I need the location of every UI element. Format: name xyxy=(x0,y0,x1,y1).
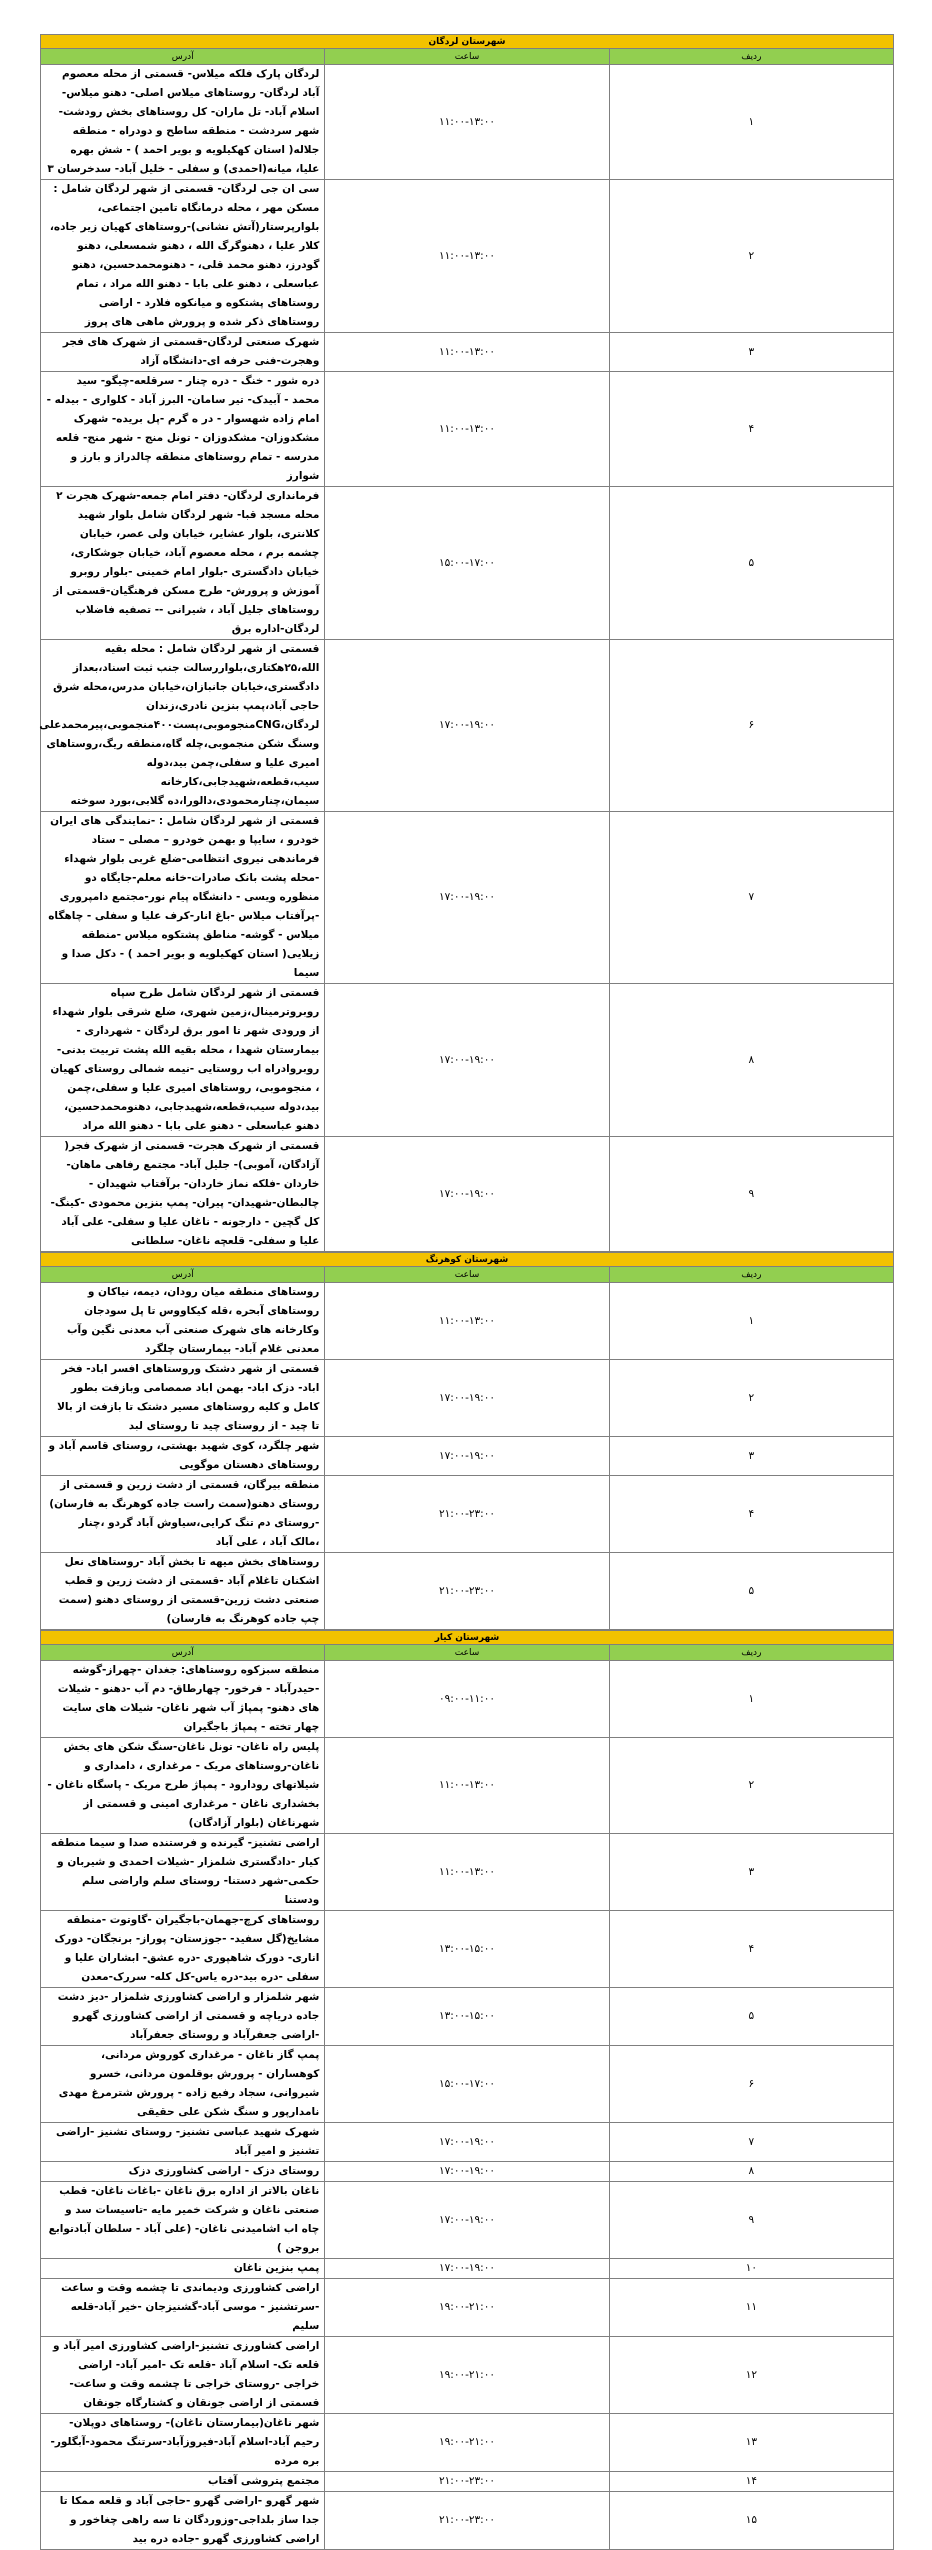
time-header: ساعت xyxy=(325,1645,609,1661)
outage-address: قسمتی از شهر لردگان شامل : -نمایندگی های ایران خودرو ، سایپا و بهمن خودرو – مصلی – ستاد فرماندهی نیروی انتظامی-ضلع غربی بلوار شهداء -محله پشت بانک صادرات-خانه معلم-جایگاه دو منظوره ویسی - دانشگاه پیام نور-مجتمع دامپروری -پرآفتاب میلاس -باغ انار-کرف علیا و سفلی - چاهگاه میلاس - گوشه- مناطق پشتکوه میلاس -منطقه زیلایی( استان کهکیلویه و بویر احمد ) - دکل صدا و سیما xyxy=(41,812,325,984)
row-number: ۱ xyxy=(609,65,893,180)
outage-address: لردگان پارک فلکه میلاس- قسمتی از محله معصوم آباد لردگان- روستاهای میلاس اصلی- دهنو میلاس- اسلام آباد- تل ماران- کل روستاهای بخش رودشت- شهر سردشت - منطقه ساطح و دودراه - منطقه جلاله( استان کهکیلویه و بویر احمد ) - شش بهره علیا، میانه(احمدی) و سفلی - خلیل آباد- سدخرسان ۳ xyxy=(41,65,325,180)
outage-time: ۱۳:۰۰-۱۵:۰۰ xyxy=(325,1988,609,2046)
schedule-row xyxy=(41,1738,894,1834)
outage-address: پمپ بنزین ناغان xyxy=(41,2259,325,2279)
column-header-row xyxy=(41,49,894,65)
outage-time: ۱۷:۰۰-۱۹:۰۰ xyxy=(325,1437,609,1476)
outage-time: ۱۷:۰۰-۱۹:۰۰ xyxy=(325,812,609,984)
outage-time: ۱۵:۰۰-۱۷:۰۰ xyxy=(325,2046,609,2123)
outage-address: روستاهای کرچ-جهمان-باجگیران -گاوتوت -منطقه مشایخ(گل سفید- -جوزستان- پوراز- برنجگان- دورک اناری- دورک شاهپوری -دره عشق- ابشاران علیا و سفلی -دره بید-دره یاس-کل کله- سررک-معدن xyxy=(41,1911,325,1988)
outage-time: ۱۷:۰۰-۱۹:۰۰ xyxy=(325,2162,609,2182)
row-number: ۲ xyxy=(609,1738,893,1834)
outage-address: قسمتی از شهر دشتک وروستاهای افسر اباد- فخر اباد- دزک اباد- بهمن اباد صمصامی وبازفت بطور کامل و کلیه روستاهای مسیر دشتک تا بازفت از بالا تا چید - از روستای چید تا روستای لبد xyxy=(41,1360,325,1437)
outage-address: شهرک شهید عباسی تشنیز- روستای تشنیز -اراضی تشنیز و امیر آباد xyxy=(41,2123,325,2162)
time-header: ساعت xyxy=(325,49,609,65)
outage-time: ۲۱:۰۰-۲۳:۰۰ xyxy=(325,2492,609,2550)
schedule-row xyxy=(41,1360,894,1437)
outage-address: شهر شلمزار و اراضی کشاورزی شلمزار -دیز دشت جاده دریاچه و قسمتی از اراضی کشاورزی گهرو -اراضی جعفرآباد و روستای جعفرآباد xyxy=(41,1988,325,2046)
schedule-row xyxy=(41,372,894,487)
schedule-row xyxy=(41,2259,894,2279)
row-number: ۶ xyxy=(609,640,893,812)
outage-time: ۲۱:۰۰-۲۳:۰۰ xyxy=(325,1553,609,1630)
outage-time: ۲۱:۰۰-۲۳:۰۰ xyxy=(325,2472,609,2492)
section-title-row xyxy=(41,1253,894,1267)
outage-address: قسمتی از شهرک هجرت- قسمتی از شهرک فجر( آزادگان، آموبی)- جلیل آباد- مجتمع رفاهی ماهان- خاردان -فلکه نماز خاردان- برآفتاب شهیدان - چالبطان-شهیدان- پیران- پمپ بنزین محمودی -کینگ- کل گچین - دارجونه - ناغان علیا و سفلی- علی آباد علیا و سفلی- قلعچه ناغان- سلطانی xyxy=(41,1137,325,1252)
schedule-row xyxy=(41,1283,894,1360)
outage-time: ۱۷:۰۰-۱۹:۰۰ xyxy=(325,984,609,1137)
section-title: شهرستان لردگان xyxy=(41,35,894,49)
schedule-row xyxy=(41,1437,894,1476)
outage-time: ۱۱:۰۰-۱۳:۰۰ xyxy=(325,333,609,372)
outage-address: سی ان جی لردگان- قسمتی از شهر لردگان شامل : مسکن مهر ، محله درمانگاه تامین اجتماعی، بلوارپرستار(آتش نشانی)-روستاهای کهیان زیر جاده، کلار علیا ، دهنوگرگ الله ، دهنو شمسعلی، دهنو گودرز، دهنو محمد قلی، - دهنومحمدحسین، دهنو عباسعلی ، دهنو علی بابا - دهنو الله مراد ، تمام روستاهای پشتکوه و میانکوه فلارد - اراضی روستاهای ذکر شده و پرورش ماهی های پروز xyxy=(41,180,325,333)
row-number: ۷ xyxy=(609,2123,893,2162)
row-number: ۵ xyxy=(609,1988,893,2046)
schedule-row xyxy=(41,487,894,640)
row-number: ۴ xyxy=(609,1911,893,1988)
address-header: آدرس xyxy=(41,1645,325,1661)
schedule-row xyxy=(41,2492,894,2550)
row-number: ۱ xyxy=(609,1661,893,1738)
outage-address: اراضی تشنیز- گیرنده و فرستنده صدا و سیما منطقه کیار -دادگستری شلمزار -شیلات احمدی و شیربان و حکمی-شهر دستنا- روستای سلم واراضی سلم ودستنا xyxy=(41,1834,325,1911)
outage-address: شهر ناغان(بیمارستان ناغان)- روستاهای دوپلان-رحیم آباد-اسلام آباد-فیروزآباد-سرتنگ محمود-آبگلور- بره مرده xyxy=(41,2414,325,2472)
schedule-row xyxy=(41,1834,894,1911)
column-header-row xyxy=(41,1645,894,1661)
outage-time: ۱۷:۰۰-۱۹:۰۰ xyxy=(325,2123,609,2162)
row-number: ۳ xyxy=(609,1834,893,1911)
schedule-row xyxy=(41,640,894,812)
address-header: آدرس xyxy=(41,49,325,65)
row-number: ۱۰ xyxy=(609,2259,893,2279)
row-number: ۱۲ xyxy=(609,2337,893,2414)
outage-time: ۱۳:۰۰-۱۵:۰۰ xyxy=(325,1911,609,1988)
schedule-row xyxy=(41,2162,894,2182)
schedule-row xyxy=(41,1553,894,1630)
outage-time: ۱۹:۰۰-۲۱:۰۰ xyxy=(325,2414,609,2472)
section-title-row xyxy=(41,35,894,49)
schedule-row xyxy=(41,2123,894,2162)
outage-address: مجتمع پتروشی آفتاب xyxy=(41,2472,325,2492)
outage-address: دره شور - خنگ - دره چنار - سرقلعه-چیگو- سید محمد - آبیدک- تیر سامان- البرز آباد - کلواری - بیدله - امام زاده شهسوار - در ه گرم -پل بریده- شهرک مشکدوزان- مشکدوزان - تونل منج - شهر منج- قلعه مدرسه - تمام روستاهای منطقه چالدراز و بارز و شوارز xyxy=(41,372,325,487)
outage-address: منطقه سبزکوه روستاهای: جغدان -چهراز-گوشه -حیدرآباد - فرخور- چهارطاق- دم آب -دهنو - شیلات های دهنو- پمپاژ آب شهر ناغان- شیلات های سایت چهار تخته - پمپاژ باجگیران xyxy=(41,1661,325,1738)
row-number: ۴ xyxy=(609,372,893,487)
row-number: ۲ xyxy=(609,1360,893,1437)
outage-address: شهر چلگرد، کوی شهید بهشتی، روستای قاسم آباد و روستاهای دهستان موگویی xyxy=(41,1437,325,1476)
schedule-row xyxy=(41,2046,894,2123)
outage-address: ناغان بالاتر از اداره برق ناغان -باغات ناغان- قطب صنعتی ناغان و شرکت خمیر مایه -تاسیسات سد و چاه اب اشامیدنی ناغان- (علی آباد - سلطان آبادتوابع بروجن ) xyxy=(41,2182,325,2259)
row-number: ۸ xyxy=(609,984,893,1137)
row-number: ۳ xyxy=(609,1437,893,1476)
row-number: ۱ xyxy=(609,1283,893,1360)
section-table xyxy=(40,34,894,1252)
outage-address: شهرک صنعتی لردگان-قسمتی از شهرک های فجر وهجرت-فنی حرفه ای-دانشگاه آزاد xyxy=(41,333,325,372)
schedule-row xyxy=(41,2337,894,2414)
schedule-row xyxy=(41,2472,894,2492)
outage-address: منطقه بیرگان، قسمتی از دشت زرین و قسمتی از روستای دهنو(سمت راست جاده کوهرنگ به فارسان) -روستای دم تنگ کرایی،سیاوش آباد گردو ،چنار ،مالک آباد ، علی آباد xyxy=(41,1476,325,1553)
row-number-header: ردیف xyxy=(609,49,893,65)
outage-address: اراضی کشاورزی ودیماندی تا چشمه وقت و ساعت -سرتشنیز - موسی آباد-گشنیزجان -خیر آباد-قلعه سلیم xyxy=(41,2279,325,2337)
schedule-row xyxy=(41,65,894,180)
row-number: ۱۴ xyxy=(609,2472,893,2492)
schedule-row xyxy=(41,812,894,984)
address-header: آدرس xyxy=(41,1267,325,1283)
row-number-header: ردیف xyxy=(609,1645,893,1661)
row-number: ۱۱ xyxy=(609,2279,893,2337)
outage-address: شهر گهرو -اراضی گهرو -حاجی آباد و قلعه ممکا تا جدا ساز بلداجی-وزوردگان تا سه راهی چغاخور و اراضی کشاورزی گهرو -جاده دره بید xyxy=(41,2492,325,2550)
row-number: ۶ xyxy=(609,2046,893,2123)
outage-time: ۱۹:۰۰-۲۱:۰۰ xyxy=(325,2337,609,2414)
outage-time: ۱۱:۰۰-۱۳:۰۰ xyxy=(325,372,609,487)
outage-address: اراضی کشاورزی تشنیز-اراضی کشاورزی امیر آباد و قلعه تک- اسلام آباد -قلعه تک -امیر آباد- اراضی خراجی -روستای خراجی تا چشمه وقت و ساعت- قسمتی از اراضی جونقان و کشتارگاه جونقان xyxy=(41,2337,325,2414)
section-table xyxy=(40,1630,894,2550)
schedule-row xyxy=(41,1988,894,2046)
row-number: ۸ xyxy=(609,2162,893,2182)
schedule-row xyxy=(41,333,894,372)
outage-time: ۱۱:۰۰-۱۳:۰۰ xyxy=(325,1738,609,1834)
outage-address: روستاهای منطقه میان رودان، دیمه، نیاکان و روستاهای آبحره ،قله کیکاووس تا پل سودجان وکارخانه های شهرک صنعتی آب معدنی نگین وآب معدنی غلام آباد- بیمارستان چلگرد xyxy=(41,1283,325,1360)
schedule-row xyxy=(41,2279,894,2337)
time-header: ساعت xyxy=(325,1267,609,1283)
schedule-row xyxy=(41,180,894,333)
outage-address: قسمتی از شهر لردگان شامل طرح سپاه روبروترمینال،زمین شهری، ضلع شرقی بلوار شهداء از ورودی شهر تا امور برق لردگان - شهرداری - بیمارستان شهدا ، محله بقیه الله پشت تربیت بدنی-روبروادراه اب روستایی -نیمه شمالی روستای کهیان ، منجوموبی، روستاهای امیری علیا و سفلی،چمن بید،دوله سیب،قطعه،شهیدجابی، دهنومحمدحسین، دهنو عباسعلی - دهنو علی بابا - دهنو الله مراد xyxy=(41,984,325,1137)
row-number: ۵ xyxy=(609,1553,893,1630)
outage-time: ۱۹:۰۰-۲۱:۰۰ xyxy=(325,2279,609,2337)
row-number: ۹ xyxy=(609,1137,893,1252)
row-number: ۹ xyxy=(609,2182,893,2259)
outage-address: قسمتی از شهر لردگان شامل : محله بقیه الله،۲۵هکتاری،بلواررسالت جنب ثبت اسناد،بعداز دادگستری،خیابان جانبازان،خیابان مدرس،محله شرق حاجی آباد،پمپ بنزین نادری،زندان لردگان،CNGمنجوموبی،پست۴۰۰منجموبی،پیرمحمدعلی وسنگ شکن منجموبی،چله گاه،منطقه ریگ،روستاهای امیری علیا و سفلی،چمن بید،دوله سیب،قطعه،شهیدجابی،کارخانه سیمان،چنارمحمودی،دالورا،ده گلابی،بورد سوخته xyxy=(41,640,325,812)
section-title: شهرستان کیار xyxy=(41,1631,894,1645)
row-number: ۱۳ xyxy=(609,2414,893,2472)
outage-time: ۱۱:۰۰-۱۳:۰۰ xyxy=(325,1283,609,1360)
schedule-row xyxy=(41,2414,894,2472)
row-number: ۴ xyxy=(609,1476,893,1553)
outage-time: ۱۷:۰۰-۱۹:۰۰ xyxy=(325,2259,609,2279)
outage-time: ۲۱:۰۰-۲۳:۰۰ xyxy=(325,1476,609,1553)
outage-time: ۱۱:۰۰-۱۳:۰۰ xyxy=(325,65,609,180)
section-title: شهرستان کوهرنگ xyxy=(41,1253,894,1267)
outage-address: پلیس راه ناغان- تونل ناغان-سنگ شکن های بخش ناغان-روستاهای مریک - مرغداری ، دامداری و شیلاتهای رودارود - پمپاژ طرح مریک - پاسگاه ناغان - بخشداری ناغان - مرغداری امینی و قسمتی از شهرناغان (بلوار آزادگان) xyxy=(41,1738,325,1834)
schedule-row xyxy=(41,984,894,1137)
outage-address: پمپ گاز ناغان - مرغداری کوروش مردانی، کوهساران - پرورش بوقلمون مردانی، خسرو شیروانی، سجاد رفیع زاده - پرورش شترمرغ مهدی نامدارپور و سنگ شکن علی حقیقی xyxy=(41,2046,325,2123)
schedule-row xyxy=(41,1911,894,1988)
row-number-header: ردیف xyxy=(609,1267,893,1283)
section-table xyxy=(40,1252,894,1630)
outage-time: ۱۷:۰۰-۱۹:۰۰ xyxy=(325,1360,609,1437)
outage-address: فرمانداری لردگان- دفتر امام جمعه-شهرک هجرت ۲ محله مسجد قبا- شهر لردگان شامل بلوار شهید کلانتری، بلوار عشایر، خیابان ولی عصر، خیابان چشمه برم ، محله معصوم آباد، خیابان جوشکاری، خیابان دادگستری -بلوار امام خمینی -بلوار روبرو آموزش و پرورش- طرح مسکن فرهنگیان-قسمتی از روستاهای جلیل آباد ، شیرانی -- تصفیه فاضلاب لردگان-اداره برق xyxy=(41,487,325,640)
schedule-row xyxy=(41,1137,894,1252)
outage-address: روستای دزک - اراضی کشاورزی دزک xyxy=(41,2162,325,2182)
row-number: ۱۵ xyxy=(609,2492,893,2550)
row-number: ۷ xyxy=(609,812,893,984)
schedule-row xyxy=(41,1661,894,1738)
outage-time: ۱۷:۰۰-۱۹:۰۰ xyxy=(325,1137,609,1252)
outage-address: روستاهای بخش میهه تا بخش آباد -روستاهای نعل اشکنان تاغلام آباد -قسمتی از دشت زرین و قطب صنعتی دشت زرین-قسمتی از روستای دهنو (سمت چپ جاده کوهرنگ به فارسان) xyxy=(41,1553,325,1630)
outage-time: ۱۵:۰۰-۱۷:۰۰ xyxy=(325,487,609,640)
outage-time: ۱۷:۰۰-۱۹:۰۰ xyxy=(325,2182,609,2259)
row-number: ۵ xyxy=(609,487,893,640)
row-number: ۳ xyxy=(609,333,893,372)
schedule-row xyxy=(41,1476,894,1553)
outage-schedule-sheet xyxy=(40,34,894,2550)
column-header-row xyxy=(41,1267,894,1283)
outage-time: ۰۹:۰۰-۱۱:۰۰ xyxy=(325,1661,609,1738)
schedule-row xyxy=(41,2182,894,2259)
section-title-row xyxy=(41,1631,894,1645)
row-number: ۲ xyxy=(609,180,893,333)
outage-time: ۱۱:۰۰-۱۳:۰۰ xyxy=(325,1834,609,1911)
outage-time: ۱۷:۰۰-۱۹:۰۰ xyxy=(325,640,609,812)
outage-time: ۱۱:۰۰-۱۳:۰۰ xyxy=(325,180,609,333)
